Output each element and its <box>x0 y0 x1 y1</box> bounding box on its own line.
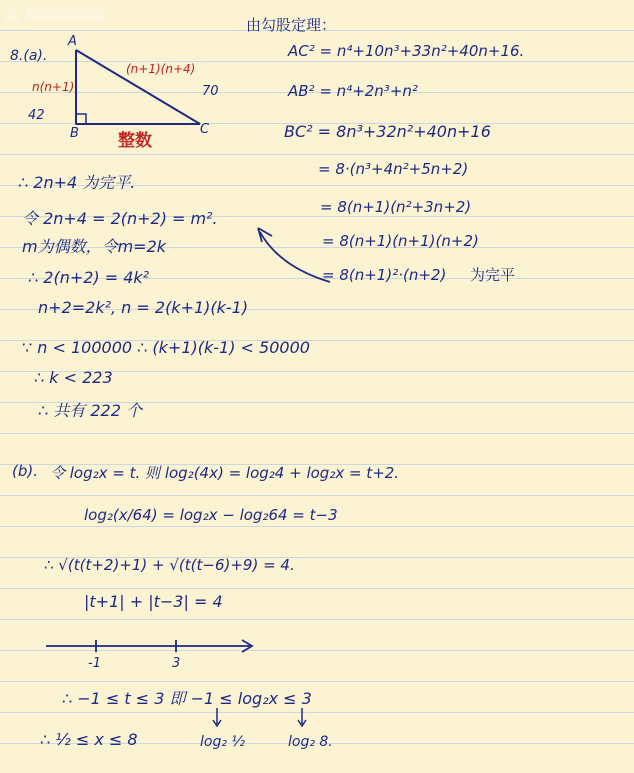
part-b-label: (b). <box>12 462 38 480</box>
side-ab-value: 42 <box>28 108 45 123</box>
part-a-line-3: m为偶数，令m=2k <box>22 237 167 256</box>
ac-squared-line: AC² = n⁴+10n³+33n²+40n+16. <box>288 42 525 60</box>
side-bc-note: 整数 <box>118 131 152 151</box>
bc-step-4: = 8(n+1)²·(n+2) <box>322 266 447 284</box>
arrow-target-right: log₂ 8. <box>288 734 333 750</box>
side-ab-expression: n(n+1) <box>32 80 75 94</box>
part-b-line-2: log₂(x/64) = log₂x − log₂64 = t−3 <box>84 506 338 524</box>
bc-squared-line: BC² = 8n³+32n²+40n+16 <box>284 122 491 141</box>
part-a-line-8: ∴ 共有 222 个 <box>38 401 142 420</box>
arrow-target-left: log₂ ½ <box>200 734 245 750</box>
part-b-line-4: |t+1| + |t−3| = 4 <box>84 592 223 611</box>
vertex-c-label: C <box>200 122 210 137</box>
problem-label: 8.(a). <box>10 48 48 64</box>
part-a-line-2: 令 2n+4 = 2(n+2) = m². <box>22 209 218 228</box>
bc-step-2: = 8(n+1)(n²+3n+2) <box>320 198 472 216</box>
part-a-line-1: ∴ 2n+4 为完平. <box>18 173 136 192</box>
conclusion-line-2: ∴ ½ ≤ x ≤ 8 <box>40 730 138 749</box>
number-line-tick-right: 3 <box>172 656 181 671</box>
part-a-line-4: ∴ 2(n+2) = 4k² <box>28 268 150 287</box>
side-ac-value: 70 <box>202 84 219 99</box>
part-a-line-6: ∵ n < 100000 ∴ (k+1)(k-1) < 50000 <box>22 338 310 357</box>
perfect-square-note: 为完平 <box>470 266 516 284</box>
part-a-line-7: ∴ k < 223 <box>34 368 113 387</box>
ab-squared-line: AB² = n⁴+2n³+n² <box>288 82 418 100</box>
bc-step-3: = 8(n+1)(n+1)(n+2) <box>322 232 479 250</box>
part-a-line-5: n+2=2k², n = 2(k+1)(k-1) <box>38 298 249 317</box>
number-line-tick-left: -1 <box>88 656 101 671</box>
conclusion-line-1: ∴ −1 ≤ t ≤ 3 即 −1 ≤ log₂x ≤ 3 <box>62 689 312 708</box>
side-ac-expression: (n+1)(n+4) <box>126 62 196 76</box>
vertex-b-label: B <box>70 126 79 141</box>
part-b-line-3: ∴ √(t(t+2)+1) + √(t(t−6)+9) = 4. <box>44 556 295 574</box>
vertex-a-label: A <box>68 34 77 49</box>
part-b-line-1: 令 log₂x = t. 则 log₂(4x) = log₂4 + log₂x = t+2. <box>50 464 400 482</box>
pythag-title: 由勾股定理： <box>246 16 337 34</box>
bc-step-1: = 8·(n³+4n²+5n+2) <box>318 160 469 178</box>
watermark-logo <box>0 0 110 28</box>
